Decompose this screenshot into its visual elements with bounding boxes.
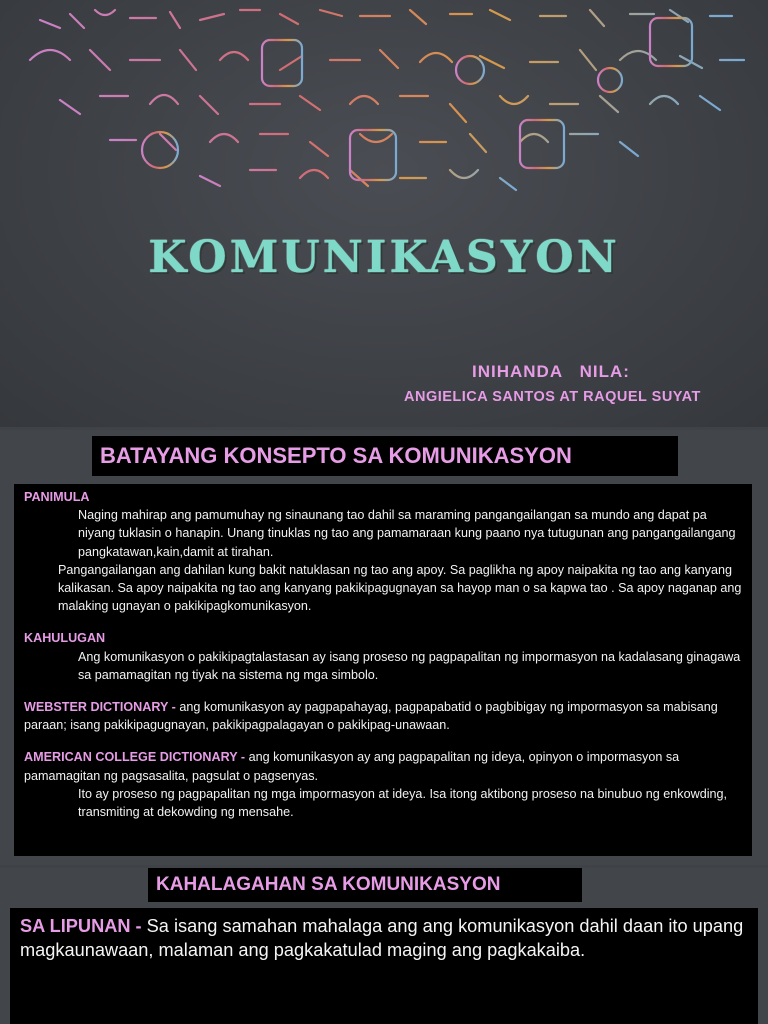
importance-content-box xyxy=(10,908,758,1024)
american-paragraph-2: Ito ay proseso ng pagpapalitan ng mga impormasyon at ideya. Isa itong aktibong proseso na binubuo ng enkowding, transmiting at dekowding ng mensahe. xyxy=(78,786,728,820)
section-heading-kahalagahan: KAHALAGAHAN SA KOMUNIKASYON xyxy=(148,868,582,902)
webster-definition xyxy=(24,698,742,734)
prepared-by-label: INIHANDA NILA: xyxy=(472,362,630,381)
kahulugan-paragraph: Ang komunikasyon o pakikipagtalastasan ay isang proseso ng pagpapalitan ng impormasyon na kadalasang ginagawa sa pamamagitan ng tiyak na sistema ng mga simbolo. xyxy=(78,649,741,682)
kahulugan-label: KAHULUGAN xyxy=(24,631,106,646)
concept-content-box xyxy=(14,484,752,856)
webster-label: WEBSTER DICTIONARY - xyxy=(24,700,176,715)
panimula-paragraph-1: Naging mahirap ang pamumuhay ng sinaunang tao dahil sa maraming pangangailangan sa mundo ang dapat pa niyang tuklasin o hanapin. Unang tinuklas ng tao ang pamamaraan kung paano nya tutugunan ang pangangailangang pangkatawan,kain,damit at tirahan. xyxy=(78,508,736,559)
american-definition xyxy=(24,748,742,784)
lipunan-label: SA LIPUNAN - xyxy=(20,916,142,936)
lipunan-text: Sa isang samahan mahalaga ang ang komunikasyon dahil daan ito upang magkaunawaan, malaman ang pagkakatulad maging ang pagkakaiba. xyxy=(20,916,744,960)
cover-slide xyxy=(0,0,768,427)
webster-text: ang komunikasyon ay pagpapahayag, pagpapabatid o pagbibigay ng impormasyon sa mabisang paraan; isang pakikipagugnayan, pakikipagpalagayan o pakikipag-unawaan. xyxy=(24,700,718,733)
importance-slide xyxy=(0,868,768,1024)
american-label: AMERICAN COLLEGE DICTIONARY - xyxy=(24,750,246,765)
concept-slide xyxy=(0,430,768,865)
chalk-doodles-illustration xyxy=(0,0,768,220)
panimula-paragraph-2: Pangangailangan ang dahilan kung bakit natuklasan ng tao ang apoy. Sa paglikha ng apoy naipakita ng tao ang kanyang kalikasan. Sa apoy naipakita ng tao ang kanyang pakikipagugnayan sa hayop man o sa kapwa tao . Sa apoy naganap ang malaking ugnayan o pakikipagkomunikasyon. xyxy=(58,562,742,614)
section-heading-batayang: BATAYANG KONSEPTO SA KOMUNIKASYON xyxy=(92,436,678,476)
panimula-label: PANIMULA xyxy=(24,490,90,504)
slide-title: KOMUNIKASYON xyxy=(148,232,620,283)
authors-text: ANGIELICA SANTOS AT RAQUEL SUYAT xyxy=(404,389,701,405)
american-text: ang komunikasyon ay ang pagpapalitan ng ideya, opinyon o impormasyon sa pamamagitan ng pagsasalita, pagsulat o pagsenyas. xyxy=(24,750,680,783)
